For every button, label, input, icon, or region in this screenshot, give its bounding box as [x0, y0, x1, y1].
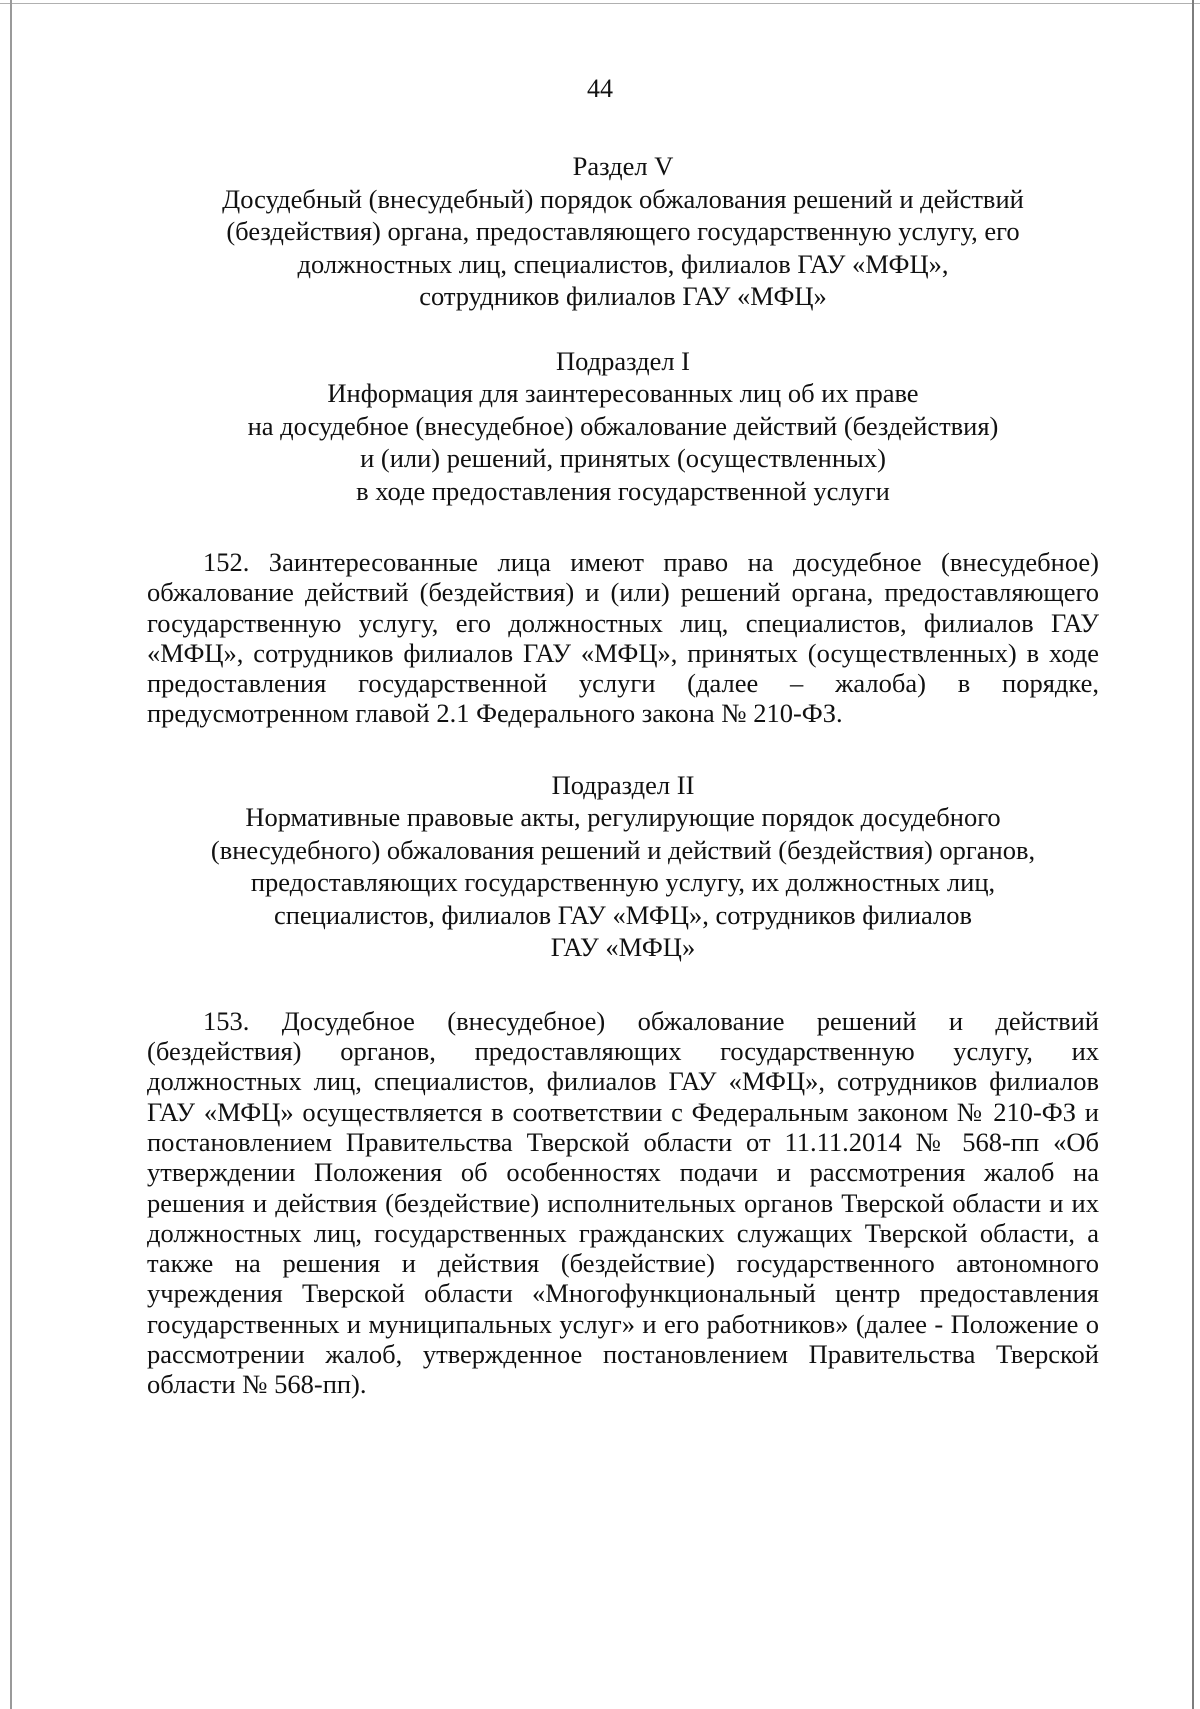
subsection-2-heading: [147, 769, 1099, 964]
page-right-edge: [1192, 0, 1194, 1709]
subsection-2-line: Нормативные правовые акты, регулирующие порядок досудебного: [245, 802, 1001, 833]
paragraph-152: 152. Заинтересованные лица имеют право на досудебное (внесудебное) обжалование действий (бездействия) и (или) решений органа, предоставляющего государственную услугу, его должностных лиц, специалистов, филиалов ГАУ «МФЦ», сотрудников филиалов ГАУ «МФЦ», принятых (осуществленных) в ходе предоставления государственной услуги (далее – жалоба) в порядке, предусмотренном главой 2.1 Федерального закона № 210-ФЗ.: [147, 547, 1099, 729]
section-v-line: должностных лиц, специалистов, филиалов ГАУ «МФЦ»,: [297, 248, 949, 279]
subsection-2-title: Подраздел II: [551, 769, 695, 800]
section-v-heading: [147, 150, 1099, 313]
subsection-1-line: в ходе предоставления государственной услуги: [356, 475, 890, 506]
page-top-edge: [0, 3, 1200, 4]
section-v-title: Раздел V: [572, 151, 674, 181]
subsection-1-line: и (или) решений, принятых (осуществленных): [360, 443, 886, 473]
subsection-1-line: на досудебное (внесудебное) обжалование действий (бездействия): [247, 410, 999, 441]
document-body: [147, 150, 1099, 1400]
subsection-1-line: Информация для заинтересованных лиц об их праве: [327, 378, 919, 408]
subsection-2-line: специалистов, филиалов ГАУ «МФЦ», сотрудников филиалов: [273, 899, 973, 930]
section-v-line: сотрудников филиалов ГАУ «МФЦ»: [419, 281, 827, 311]
section-v-line: Досудебный (внесудебный) порядок обжалования решений и действий: [222, 183, 1024, 214]
subsection-2-line: ГАУ «МФЦ»: [550, 932, 696, 963]
subsection-2-line: предоставляющих государственную услугу, их должностных лиц,: [250, 867, 996, 898]
section-v-line: (бездействия) органа, предоставляющего государственную услугу, его: [226, 216, 1020, 246]
subsection-2-line: (внесудебного) обжалования решений и действий (бездействия) органов,: [210, 834, 1036, 865]
page-left-edge: [10, 0, 12, 1709]
page-number: 44: [587, 74, 613, 103]
subsection-1-heading: [147, 345, 1099, 508]
subsection-1-title: Подраздел I: [555, 345, 691, 376]
paragraph-153: 153. Досудебное (внесудебное) обжалование решений и действий (бездействия) органов, предоставляющих государственную услугу, их должностных лиц, специалистов, филиалов ГАУ «МФЦ», сотрудников филиалов ГАУ «МФЦ» осуществляется в соответствии с Федеральным законом № 210-ФЗ и постановлением Правительства Тверской области от 11.11.2014 № 568-пп «Об утверждении Положения об особенностях подачи и рассмотрения жалоб на решения и действия (бездействие) исполнительных органов Тверской области и их должностных лиц, государственных гражданских служащих Тверской области, а также на решения и действия (бездействие) государственного автономного учреждения Тверской области «Многофункциональный центр предоставления государственных и муниципальных услуг» и его работников» (далее - Положение о рассмотрении жалоб, утвержденное постановлением Правительства Тверской области № 568-пп).: [147, 1005, 1099, 1400]
